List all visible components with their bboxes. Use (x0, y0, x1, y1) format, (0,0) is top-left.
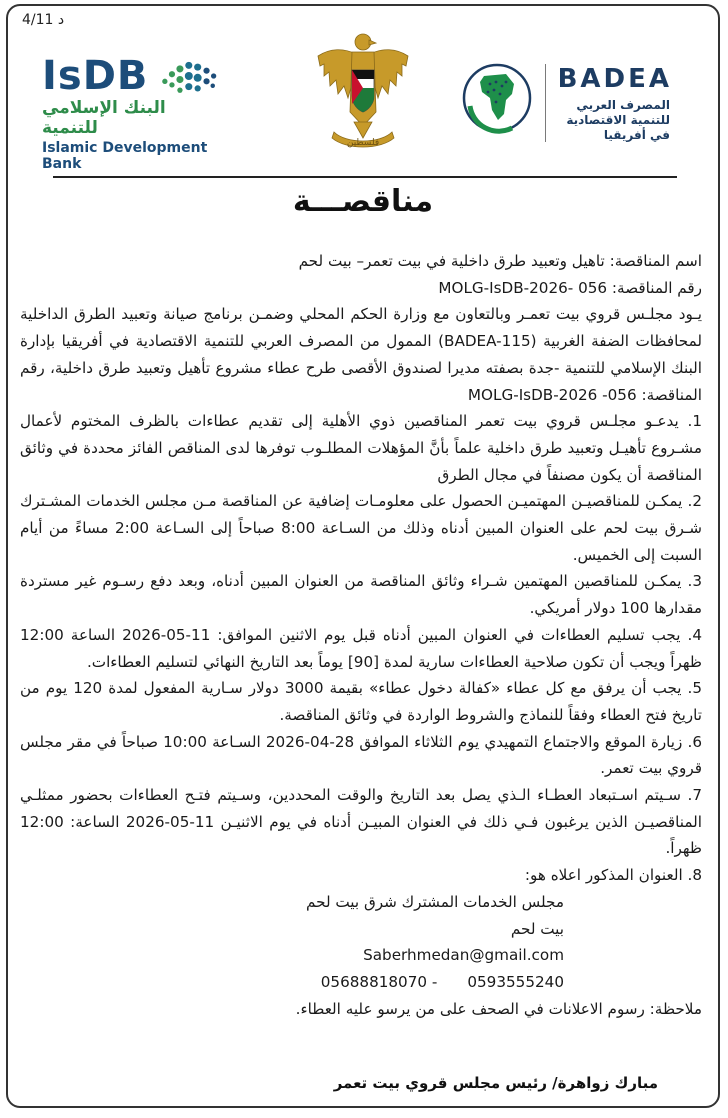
phone-number[interactable]: 05688818070 - (320, 972, 438, 991)
isdb-globe-icon (156, 52, 222, 100)
reference-number: 4/11 د (22, 12, 65, 28)
tender-name: اسم المناقصة: تاهيل وتعبيد طرق داخلية في بيت تعمر– بيت لحم (298, 252, 702, 270)
isdb-logo (42, 52, 222, 172)
header-divider (53, 176, 677, 178)
tender-number: رقم المناقصة: 056 -MOLG-IsDB-2026 (438, 278, 702, 297)
phone-number[interactable]: 0593555240 (467, 972, 564, 991)
isdb-arabic-name: البنك الإسلامي للتنمية (42, 98, 166, 138)
item-3: 3. يمكـن للمناقصين المهتمين شـراء وثائق المناقصة من العنوان المبين أدناه، وبعد دفع رسـوم غير مستردة مقدارها 100 دولار أمريكي. (20, 572, 702, 618)
page-title: مناقصـــة (292, 184, 434, 219)
badea-logo (462, 58, 682, 148)
emblem-caption: فلسطين (346, 138, 380, 148)
item-6: 6. زيارة الموقع والاجتماع التمهيدي يوم الثلاثاء الموافق 28-04-2026 السـاعة 10:00 صباحاً في مقر مجلس قروي بيت تعمر. (20, 732, 702, 778)
isdb-letters: IsDB (42, 53, 149, 99)
address-line-2: بيت لحم (510, 919, 564, 938)
item-4: 4. يجب تسليم العطاءات في العنوان المبين أدناه قبل يوم الاثنين الموافق: 11-05-2026 الساعة 12:00 ظهراً ويجب أن تكون صلاحية العطاءات سارية لمدة [90] يوماً بعد التاريخ النهائي لتسليم العطاءات. (20, 625, 702, 671)
item-8: 8. العنوان المذكور اعلاه هو: (524, 866, 702, 885)
item-2: 2. يمكـن للمناقصيـن المهتميـن الحصول على معلومـات إضافية عن المناقصة مـن مجلس الخدمات المشـترك شـرق بيت لحم على العنوان المبين أدناه وذلك من السـاعة 8:00 صباحاً إلى السـاعة 2:00 مساءً من أيام السبت إلى الخميس. (20, 492, 702, 564)
tender-announcement (6, 4, 720, 1108)
email-link[interactable]: Saberhmedan@gmail.com (363, 946, 564, 965)
signature: مبارك زواهرة/ رئيس مجلس قروي بيت تعمر (333, 1074, 658, 1092)
badea-arabic-line: المصرف العربي (576, 98, 670, 112)
isdb-english-name: Islamic Development Bank (42, 140, 208, 172)
item-7: 7. سـيتم اسـتبعاد العطـاء الـذي يصل بعد التاريخ والوقت المحددين، وسـيتم فتـح العطاءات بحضور ممثلـي المناقصيـن الذين يرغبون فـي ذلك في العنوان المبيـن أدناه في يوم الاثنيـن 11-05-2026 الساعة: 12:00 ظهراً. (20, 786, 703, 858)
badea-arabic-line: للتنمية الاقتصادية (566, 113, 670, 127)
palestine-eagle-emblem-icon (314, 26, 412, 154)
address-line-1: مجلس الخدمات المشترك شرق بيت لحم (306, 892, 564, 911)
address-block (20, 889, 702, 996)
tender-body (20, 248, 702, 1022)
phone-numbers (20, 969, 564, 996)
item-5: 5. يجب أن يرفق مع كل عطاء «كفالة دخول عطاء» بقيمة 3000 دولار سـارية المفعول لمدة 120 يوم من تاريخ فتح العطاء وفقاً للنماذج والشروط الواردة في وثائق المناقصة. (20, 679, 703, 724)
logo-header (8, 46, 718, 174)
badea-africa-emblem-icon (462, 58, 532, 138)
intro-paragraph: يـود مجلـس قروي بيت تعمـر وبالتعاون مع وزارة الحكم المحلي وضمـن برنامج صيانة وتعبيد الطرق الداخلية لمحافظات الضفة الغربية (BADEA-115) الممول من المصرف العربي للتنمية الاقتصادية في أفريقيا بإدارة البنك الإسلامي للتنمية -جدة بصفته مديرا لصندوق الأقصى طرح عطاء مشروع تأهيل وتعبيد طرق داخلية، رقم المناقصة: 056- MOLG-IsDB-2026 (20, 305, 702, 404)
badea-arabic-name (552, 98, 670, 143)
badea-name: BADEA (557, 64, 672, 94)
note: ملاحظة: رسوم الاعلانات في الصحف على من يرسو عليه العطاء. (295, 999, 702, 1018)
badea-arabic-line: في أفريقيا (603, 128, 670, 142)
badea-divider (545, 64, 546, 142)
item-1: 1. يدعـو مجلـس قروي بيت تعمر المناقصين ذوي الأهلية إلى تقديم عطاءات بالظرف المختوم لأعمال مشـروع تأهيـل وتعبيد طرق داخلية علماً بأنَّ المؤهلات المطلـوب توفرها لدى المناقص الفائز محددة في وثائق المناقصة أن يكون مصنفاً في مجال الطرق (20, 412, 702, 484)
